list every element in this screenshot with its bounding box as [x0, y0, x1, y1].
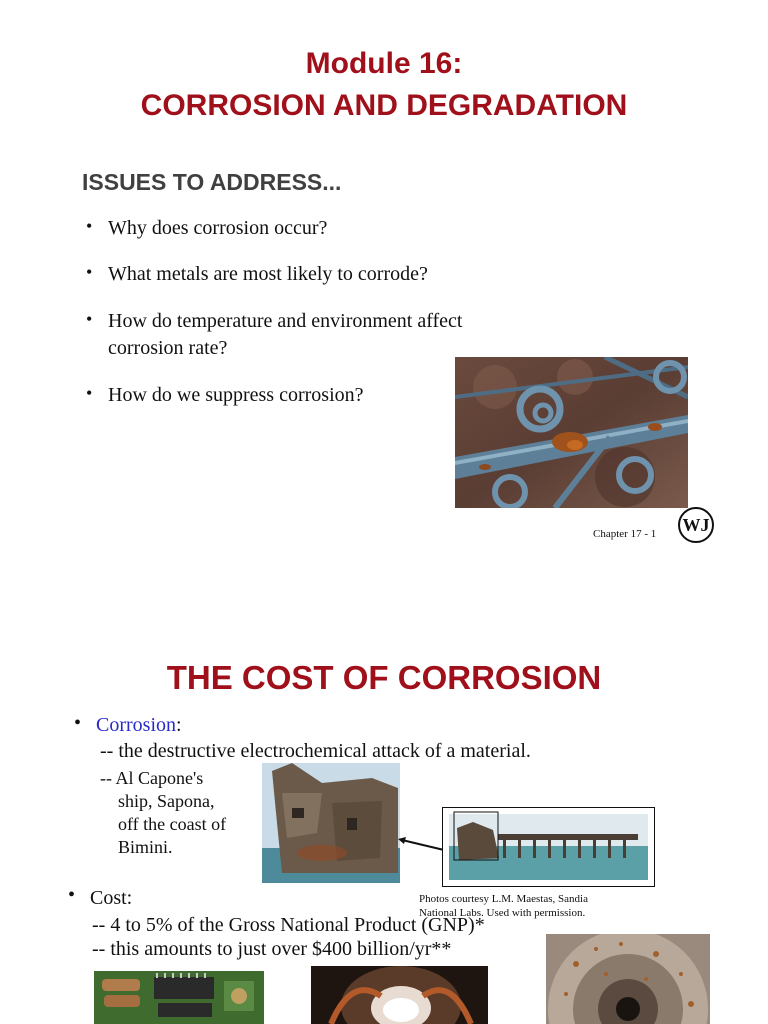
publisher-logo: WJ — [678, 507, 714, 543]
term-colon: : — [176, 714, 182, 736]
photo-credit-line: National Labs. Used with permission. — [419, 907, 586, 919]
bullet-text: How do we suppress corrosion? — [108, 384, 364, 406]
bullet-dot: • — [86, 216, 93, 236]
slide1-title-line2: CORROSION AND DEGRADATION — [140, 89, 628, 122]
bullet-dot: • — [86, 262, 93, 282]
capone-line: -- Al Capone's — [100, 768, 204, 788]
arrow-pointer — [396, 836, 446, 854]
capone-caption — [100, 767, 226, 859]
bullet-text: How do temperature and environment affect — [108, 310, 463, 332]
cost-amount: -- this amounts to just over $400 billion/yr** — [92, 938, 452, 960]
slide-footer: Chapter 17 - 1 — [593, 528, 657, 540]
circuit-board-photo — [94, 971, 264, 1024]
slide1-title-line1: Module 16: — [305, 47, 463, 80]
bullet-dot: • — [86, 309, 93, 329]
bullet-dot: • — [74, 712, 82, 734]
capone-line: Bimini. — [118, 837, 173, 857]
bullet-text: Why does corrosion occur? — [108, 217, 328, 239]
issues-heading: ISSUES TO ADDRESS... — [82, 169, 342, 195]
rusty-railing-photo — [455, 357, 688, 508]
bullet-dot: • — [68, 884, 76, 906]
pipe-interior-photo — [311, 966, 488, 1024]
corrosion-term: Corrosion — [96, 714, 176, 736]
corroded-tube-photo — [546, 934, 710, 1024]
corrosion-definition-term — [96, 714, 182, 737]
cost-gnp: -- 4 to 5% of the Gross National Product (GNP)* — [92, 914, 485, 936]
bullet-text-continued: corrosion rate? — [108, 337, 228, 359]
shipwreck-wide-photo — [442, 807, 655, 887]
capone-line: ship, Sapona, — [118, 791, 215, 811]
cost-label: Cost: — [90, 887, 133, 909]
slide2-title: THE COST OF CORROSION — [166, 659, 602, 696]
bullet-text: What metals are most likely to corrode? — [108, 263, 428, 285]
photo-credit-line: Photos courtesy L.M. Maestas, Sandia — [419, 893, 588, 905]
bullet-dot: • — [86, 383, 93, 403]
shipwreck-closeup-photo — [262, 763, 400, 883]
corrosion-definition: -- the destructive electrochemical attack of a material. — [100, 740, 531, 762]
capone-line: off the coast of — [118, 814, 227, 834]
